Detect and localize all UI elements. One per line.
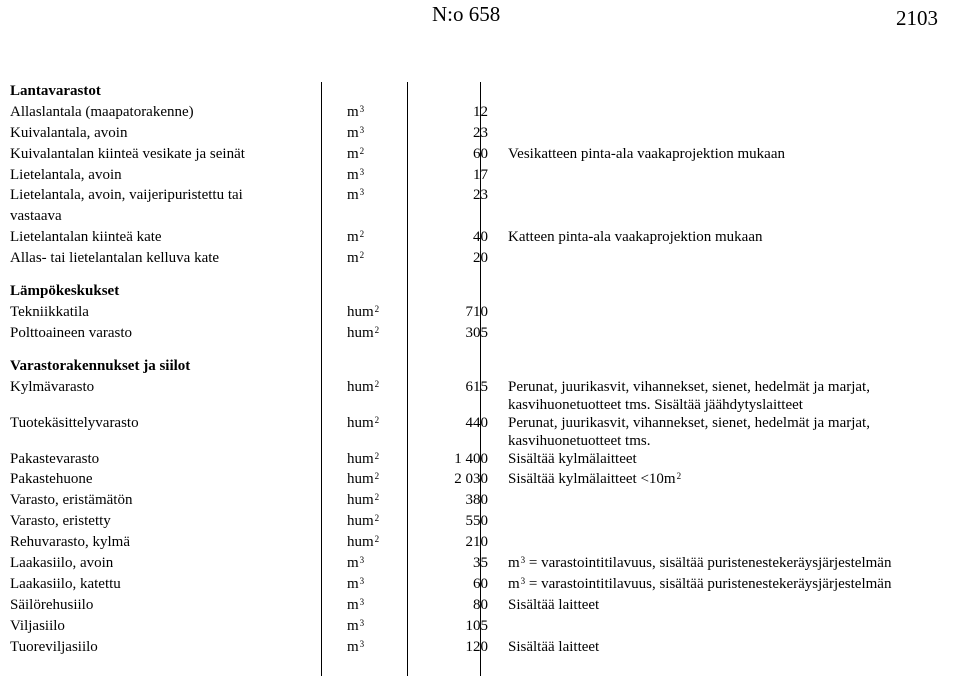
unit-exponent: 2 bbox=[359, 250, 365, 261]
item-note bbox=[502, 491, 891, 512]
table-row bbox=[10, 575, 891, 596]
item-unit bbox=[330, 249, 416, 270]
unit-exponent: 3 bbox=[359, 187, 365, 198]
unit-text: hum bbox=[347, 471, 374, 488]
item-unit bbox=[330, 533, 416, 554]
table-row bbox=[10, 103, 891, 124]
unit-exponent: 3 bbox=[359, 555, 365, 566]
item-note bbox=[502, 324, 891, 345]
unit-text: hum bbox=[347, 513, 374, 530]
item-note bbox=[502, 512, 891, 533]
unit-text: hum bbox=[347, 378, 374, 395]
unit-text: hum bbox=[347, 492, 374, 509]
note-line: kasvihuonetuotteet tms. bbox=[508, 432, 651, 449]
item-value: 550 bbox=[465, 513, 488, 530]
note-text: Perunat, juurikasvit, vihannekset, sienet, hedelmät ja marjat, bbox=[508, 378, 870, 395]
item-name: Varasto, eristetty bbox=[10, 513, 111, 530]
item-value: 40 bbox=[473, 229, 488, 246]
note-line bbox=[508, 576, 891, 592]
item-value: 305 bbox=[465, 324, 488, 341]
note-text: Katteen pinta-ala vaakaprojektion mukaan bbox=[508, 229, 763, 246]
item-name: Varasto, eristämätön bbox=[10, 492, 133, 509]
item-note bbox=[502, 103, 891, 124]
item-note bbox=[502, 186, 891, 207]
item-unit bbox=[330, 124, 416, 145]
unit-text: m bbox=[347, 124, 359, 141]
item-name: Säilörehusiilo bbox=[10, 596, 94, 613]
table-row bbox=[10, 491, 891, 512]
item-value: 60 bbox=[473, 145, 488, 162]
item-name: Polttoaineen varasto bbox=[10, 324, 133, 341]
unit-exponent: 2 bbox=[374, 303, 380, 314]
section-heading-row bbox=[10, 357, 891, 378]
item-unit bbox=[330, 638, 416, 659]
note-exponent: 3 bbox=[520, 555, 526, 566]
item-name: Rehuvarasto, kylmä bbox=[10, 534, 130, 551]
unit-exponent: 2 bbox=[359, 229, 365, 240]
unit-text: hum bbox=[347, 534, 374, 551]
item-unit bbox=[330, 512, 416, 533]
unit-text: m bbox=[347, 145, 359, 162]
table-row bbox=[10, 303, 891, 324]
unit-exponent: 2 bbox=[359, 145, 365, 156]
unit-exponent: 2 bbox=[374, 492, 380, 503]
item-note bbox=[502, 533, 891, 554]
item-unit bbox=[330, 617, 416, 638]
note-text: Sisältää laitteet bbox=[508, 638, 600, 655]
table-row bbox=[10, 324, 891, 345]
note-text: Vesikatteen pinta-ala vaakaprojektion mukaan bbox=[508, 145, 785, 162]
unit-exponent: 2 bbox=[374, 450, 380, 461]
note-line bbox=[508, 597, 599, 613]
table-row bbox=[10, 378, 891, 414]
item-name: Pakastehuone bbox=[10, 471, 93, 488]
item-unit bbox=[330, 414, 416, 450]
section-heading-row bbox=[10, 282, 891, 303]
section-heading-row bbox=[10, 82, 891, 103]
note-line bbox=[508, 555, 891, 571]
item-unit bbox=[330, 378, 416, 414]
unit-text: m bbox=[347, 250, 359, 267]
note-exponent: 2 bbox=[676, 471, 682, 482]
note-line bbox=[508, 229, 762, 245]
note-text: = varastointitilavuus, sisältää puristenestekeräysjärjestelmän bbox=[525, 555, 892, 572]
item-value: 12 bbox=[473, 103, 488, 120]
item-name: Pakastevarasto bbox=[10, 450, 100, 467]
item-value: 710 bbox=[465, 303, 488, 320]
unit-text: m bbox=[347, 103, 359, 120]
item-value: 23 bbox=[473, 124, 488, 141]
unit-text: m bbox=[347, 229, 359, 246]
note-text: Sisältää kylmälaitteet <10m bbox=[508, 471, 676, 488]
item-name: Allaslantala (maapatorakenne) bbox=[10, 103, 194, 120]
note-text: Sisältää kylmälaitteet bbox=[508, 450, 637, 467]
unit-exponent: 3 bbox=[359, 103, 365, 114]
item-note bbox=[502, 596, 891, 617]
unit-exponent: 3 bbox=[359, 617, 365, 628]
item-unit bbox=[330, 554, 416, 575]
table-row bbox=[10, 414, 891, 450]
item-name: Tekniikkatila bbox=[10, 303, 89, 320]
section-heading: Lämpökeskukset bbox=[10, 283, 120, 300]
document-number: N:o 658 bbox=[432, 2, 501, 26]
cost-table-body bbox=[10, 82, 891, 658]
item-note bbox=[502, 554, 891, 575]
unit-exponent: 2 bbox=[374, 534, 380, 545]
unit-exponent: 2 bbox=[374, 324, 380, 335]
item-unit bbox=[330, 103, 416, 124]
item-value: 35 bbox=[473, 555, 488, 572]
table-row bbox=[10, 145, 891, 166]
unit-text: m bbox=[347, 617, 359, 634]
item-unit bbox=[330, 166, 416, 187]
item-unit bbox=[330, 596, 416, 617]
item-value: 1 400 bbox=[454, 450, 488, 467]
section-heading: Varastorakennukset ja siilot bbox=[10, 357, 191, 374]
item-name: Lietelantala, avoin, vaijeripuristettu tai bbox=[10, 187, 243, 204]
item-value: 60 bbox=[473, 575, 488, 592]
unit-exponent: 2 bbox=[374, 414, 380, 425]
note-text: = varastointitilavuus, sisältää puristenestekeräysjärjestelmän bbox=[525, 575, 892, 592]
unit-text: m bbox=[347, 575, 359, 592]
note-text: Sisältää laitteet bbox=[508, 596, 600, 613]
table-row bbox=[10, 249, 891, 270]
table-row bbox=[10, 596, 891, 617]
item-value: 120 bbox=[465, 638, 488, 655]
item-note bbox=[502, 124, 891, 145]
note-text: m bbox=[508, 575, 520, 592]
table-row bbox=[10, 512, 891, 533]
cost-table bbox=[10, 82, 891, 658]
page-number: 2103 bbox=[896, 6, 938, 30]
item-name: Lietelantala, avoin bbox=[10, 166, 122, 183]
item-unit bbox=[330, 324, 416, 345]
item-value: 80 bbox=[473, 596, 488, 613]
item-note bbox=[502, 617, 891, 638]
table-row bbox=[10, 470, 891, 491]
item-note bbox=[502, 145, 891, 166]
item-note bbox=[502, 575, 891, 596]
item-value: 105 bbox=[465, 617, 488, 634]
unit-exponent: 2 bbox=[374, 471, 380, 482]
item-name: Tuotekäsittelyvarasto bbox=[10, 414, 139, 431]
table-row bbox=[10, 186, 891, 207]
unit-exponent: 3 bbox=[359, 638, 365, 649]
note-line bbox=[508, 378, 891, 396]
unit-text: m bbox=[347, 555, 359, 572]
item-unit bbox=[330, 450, 416, 471]
item-name: Kuivalantala, avoin bbox=[10, 124, 128, 141]
note-text: Perunat, juurikasvit, vihannekset, sienet, hedelmät ja marjat, bbox=[508, 414, 870, 431]
item-unit bbox=[330, 186, 416, 207]
item-value bbox=[416, 207, 502, 228]
unit-exponent: 3 bbox=[359, 166, 365, 177]
table-row bbox=[10, 207, 891, 228]
unit-text: hum bbox=[347, 303, 374, 320]
note-text: m bbox=[508, 555, 520, 572]
item-unit bbox=[330, 228, 416, 249]
unit-exponent: 3 bbox=[359, 124, 365, 135]
unit-text: hum bbox=[347, 324, 374, 341]
item-name: Laakasiilo, katettu bbox=[10, 575, 121, 592]
item-value: 2 030 bbox=[454, 471, 488, 488]
note-line bbox=[508, 414, 891, 432]
item-unit bbox=[330, 145, 416, 166]
unit-exponent: 3 bbox=[359, 596, 365, 607]
spacer-row bbox=[10, 270, 891, 282]
unit-text: hum bbox=[347, 414, 374, 431]
item-note bbox=[502, 450, 891, 471]
note-line bbox=[508, 451, 637, 467]
item-unit bbox=[330, 575, 416, 596]
item-unit bbox=[330, 303, 416, 324]
item-unit bbox=[330, 491, 416, 512]
item-value: 615 bbox=[465, 378, 488, 395]
item-note bbox=[502, 414, 891, 450]
table-row bbox=[10, 617, 891, 638]
item-value: 440 bbox=[465, 414, 488, 431]
item-value: 17 bbox=[473, 166, 488, 183]
item-unit bbox=[330, 207, 416, 228]
table-row bbox=[10, 450, 891, 471]
table-row bbox=[10, 533, 891, 554]
table-row bbox=[10, 124, 891, 145]
item-value: 210 bbox=[465, 534, 488, 551]
unit-text: m bbox=[347, 166, 359, 183]
item-name: Allas- tai lietelantalan kelluva kate bbox=[10, 250, 220, 267]
unit-exponent: 2 bbox=[374, 513, 380, 524]
item-note bbox=[502, 378, 891, 414]
item-value: 23 bbox=[473, 187, 488, 204]
item-note bbox=[502, 207, 891, 228]
item-note bbox=[502, 303, 891, 324]
note-line bbox=[508, 639, 599, 655]
unit-text: hum bbox=[347, 450, 374, 467]
item-name: Kylmävarasto bbox=[10, 378, 95, 395]
spacer-row bbox=[10, 345, 891, 357]
note-line bbox=[508, 471, 681, 487]
unit-text: m bbox=[347, 638, 359, 655]
section-heading: Lantavarastot bbox=[10, 83, 101, 99]
item-note bbox=[502, 249, 891, 270]
table-row bbox=[10, 638, 891, 659]
unit-exponent: 2 bbox=[374, 378, 380, 389]
unit-exponent: 3 bbox=[359, 575, 365, 586]
item-unit bbox=[330, 470, 416, 491]
note-line bbox=[508, 146, 785, 162]
item-name: Viljasiilo bbox=[10, 617, 65, 634]
item-note bbox=[502, 638, 891, 659]
unit-text: m bbox=[347, 596, 359, 613]
item-note bbox=[502, 470, 891, 491]
unit-text: m bbox=[347, 187, 359, 204]
item-value: 20 bbox=[473, 250, 488, 267]
table-row bbox=[10, 554, 891, 575]
table-row bbox=[10, 228, 891, 249]
table-row bbox=[10, 166, 891, 187]
item-name: Lietelantalan kiinteä kate bbox=[10, 229, 162, 246]
item-name: Laakasiilo, avoin bbox=[10, 555, 114, 572]
item-note bbox=[502, 166, 891, 187]
item-name: Kuivalantalan kiinteä vesikate ja seinät bbox=[10, 145, 245, 162]
note-exponent: 3 bbox=[520, 575, 526, 586]
note-line: kasvihuonetuotteet tms. Sisältää jäähdytyslaitteet bbox=[508, 396, 803, 413]
item-name: vastaava bbox=[10, 208, 62, 225]
item-name: Tuoreviljasiilo bbox=[10, 638, 98, 655]
item-value: 380 bbox=[465, 492, 488, 509]
item-note bbox=[502, 228, 891, 249]
